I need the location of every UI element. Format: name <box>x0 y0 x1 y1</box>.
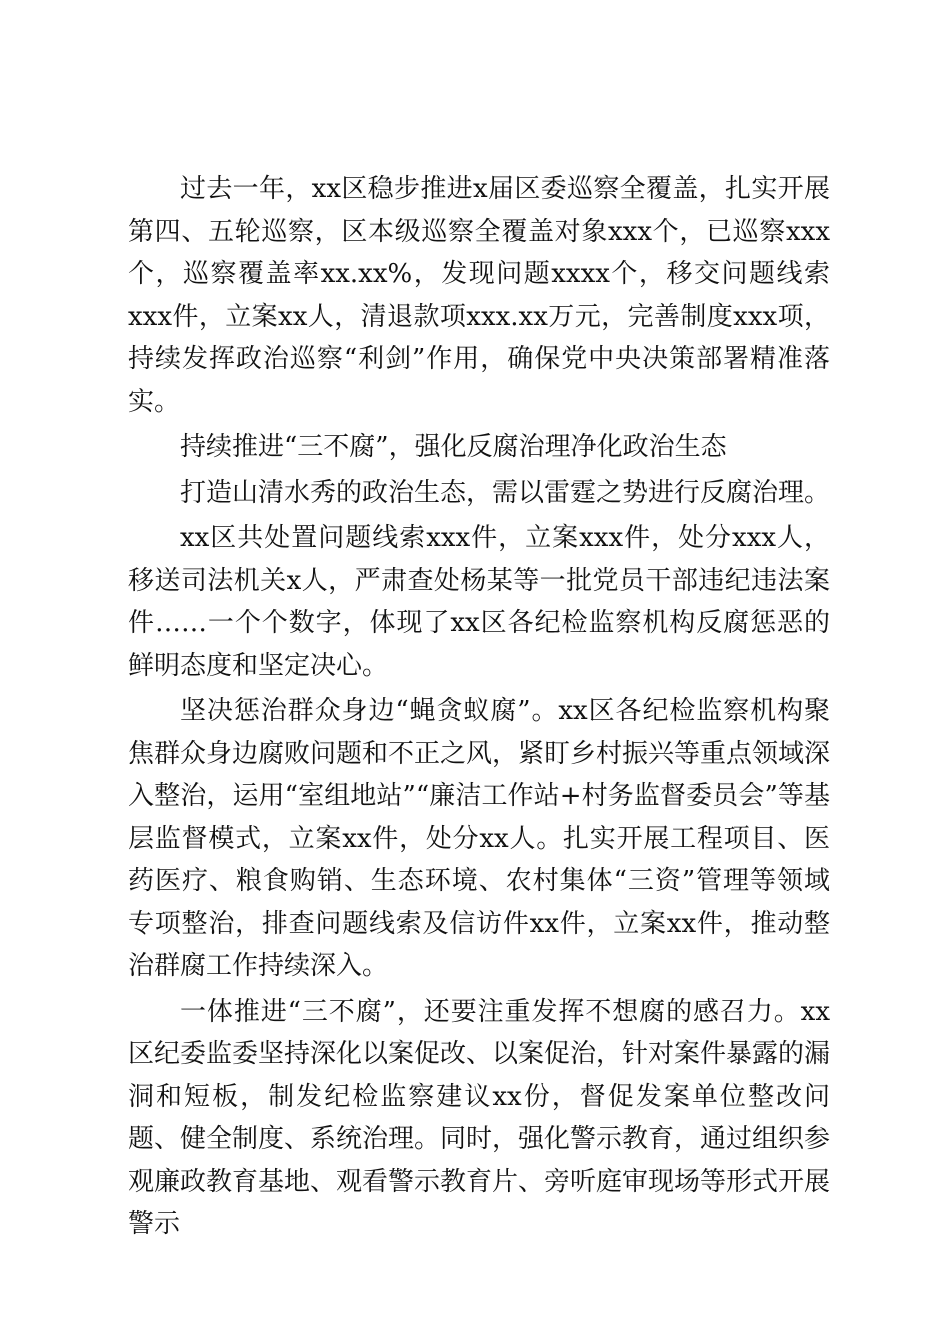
paragraph-political-ecology: 打造山清水秀的政治生态，需以雷霆之势进行反腐治理。 <box>180 477 831 508</box>
paragraph-inspection-summary: 过去一年，xx区稳步推进x届区委巡察全覆盖，扎实开展第四、五轮巡察，区本级巡察全覆盖对象xxx个，已巡察xxx个，巡察覆盖率xx.xx%，发现问题xxxx个，移交问题线索xxx件，立案xx人，清退款项xxx.xx万元，完善制度xxx项，持续发挥政治巡察“利剑”作用，确保党中央决策部署精准落实。 <box>128 174 830 417</box>
document-body <box>128 168 830 1249</box>
paragraph-petty-corruption: 坚决惩治群众身边“蝇贪蚁腐”。xx区各纪检监察机构聚焦群众身边腐败问题和不正之风，紧盯乡村振兴等重点领域深入整治，运用“室组地站”“廉洁工作站+村务监督委员会”等基层监督模式，立案xx件，处分xx人。扎实开展工程项目、医药医疗、粮食购销、生态环境、农村集体“三资”管理等领域专项整治，排查问题线索及信访件xx件，立案xx件，推动整治群腐工作持续深入。 <box>128 696 831 981</box>
paragraph-integrated-approach: 一体推进“三不腐”，还要注重发挥不想腐的感召力。xx区纪委监委坚持深化以案促改、以案促治，针对案件暴露的漏洞和短板，制发纪检监察建议xx份，督促发案单位整改问题、健全制度、系统治理。同时，强化警示教育，通过组织参观廉政教育基地、观看警示教育片、旁听庭审现场等形式开展警示 <box>128 996 831 1239</box>
paragraph-case-statistics: xx区共处置问题线索xxx件，立案xxx件，处分xxx人，移送司法机关x人，严肃查处杨某等一批党员干部违纪违法案件……一个个数字，体现了xx区各纪检监察机构反腐惩恶的鲜明态度和坚定决心。 <box>128 523 830 681</box>
section-heading-three-no-corruption: 持续推进“三不腐”，强化反腐治理净化政治生态 <box>180 432 727 462</box>
